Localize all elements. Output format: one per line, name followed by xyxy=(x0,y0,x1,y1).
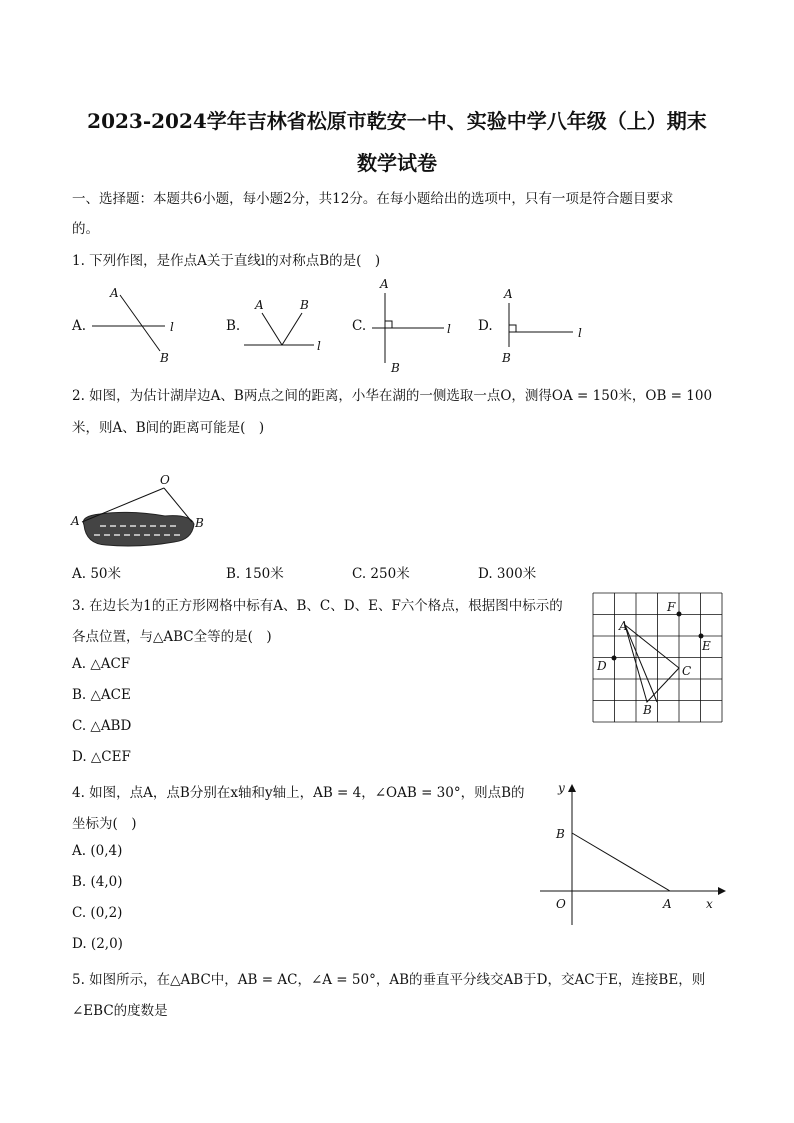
label-l: l xyxy=(317,339,321,353)
label-f: F xyxy=(667,600,676,614)
label-a: A xyxy=(71,514,80,528)
label-o: O xyxy=(160,473,170,487)
q4-option-a[interactable]: A. (0,4) xyxy=(72,843,123,859)
label-a: A xyxy=(380,277,389,291)
q2-option-b[interactable]: B. 150米 xyxy=(226,566,284,582)
segment-ab xyxy=(572,833,670,891)
lake-shape xyxy=(83,512,194,546)
q2-stem-line1: 2. 如图，为估计湖岸边A、B两点之间的距离，小华在湖的一侧选取一点O，测得OA = 150米，OB = 100 xyxy=(72,388,713,404)
q2-option-d[interactable]: D. 300米 xyxy=(478,566,537,582)
q3-option-a[interactable]: A. △ACF xyxy=(72,656,131,672)
label-b: B xyxy=(160,351,169,365)
label-l: l xyxy=(170,320,174,334)
q1-option-d[interactable]: D. xyxy=(478,318,493,334)
label-o: O xyxy=(556,897,566,911)
point-e xyxy=(699,634,704,639)
q2-stem-line2: 米，则A、B间的距离可能是( ) xyxy=(72,420,265,436)
q4-option-b[interactable]: B. (4,0) xyxy=(72,874,123,890)
q2-option-c[interactable]: C. 250米 xyxy=(352,566,410,582)
label-b: B xyxy=(195,516,204,530)
label-b: B xyxy=(502,351,511,365)
paper-title-line1: 2023-2024学年吉林省松原市乾安一中、实验中学八年级（上）期末 xyxy=(87,109,707,133)
label-a: A xyxy=(663,897,672,911)
x-axis-arrow xyxy=(718,887,726,895)
label-a: A xyxy=(255,298,264,312)
section-heading-cont: 的。 xyxy=(72,221,99,237)
q2-lake-figure xyxy=(70,470,210,555)
label-b: B xyxy=(391,361,400,375)
label-b: B xyxy=(300,298,309,312)
label-a: A xyxy=(110,286,119,300)
q3-grid-figure xyxy=(593,593,723,723)
q1-figure-c xyxy=(372,275,462,375)
segment-ab xyxy=(625,625,657,702)
q2-option-a[interactable]: A. 50米 xyxy=(72,566,122,582)
q5-stem-line2: ∠EBC的度数是 xyxy=(72,1003,168,1019)
q4-option-d[interactable]: D. (2,0) xyxy=(72,936,123,952)
q4-axes-figure xyxy=(538,780,728,930)
q3-stem-line1: 3. 在边长为1的正方形网格中标有A、B、C、D、E、F六个格点，根据图中标示的 xyxy=(72,598,563,614)
q4-option-c[interactable]: C. (0,2) xyxy=(72,905,123,921)
section-heading: 一、选择题：本题共6小题，每小题2分，共12分。在每小题给出的选项中，只有一项是符合题目要求 xyxy=(72,191,674,207)
paper-title-line2: 数学试卷 xyxy=(357,151,437,175)
q1-option-b[interactable]: B. xyxy=(226,318,241,334)
label-b: B xyxy=(643,703,652,717)
q1-figure-d xyxy=(498,285,593,370)
q1-figure-a xyxy=(90,283,190,363)
q1-stem: 1. 下列作图，是作点A关于直线l的对称点B的是( ) xyxy=(72,253,381,269)
q3-option-c[interactable]: C. △ABD xyxy=(72,718,132,734)
label-l: l xyxy=(578,326,582,340)
q1-figure-b xyxy=(244,295,334,355)
point-f xyxy=(677,612,682,617)
label-x: x xyxy=(706,897,713,911)
q1-option-c[interactable]: C. xyxy=(352,318,367,334)
point-d xyxy=(612,656,617,661)
label-l: l xyxy=(447,322,451,336)
label-a: A xyxy=(504,287,513,301)
label-y: y xyxy=(558,781,565,795)
label-d: D xyxy=(597,659,607,673)
label-e: E xyxy=(702,639,711,653)
q5-stem-line1: 5. 如图所示，在△ABC中，AB = AC，∠A = 50°，AB的垂直平分线交AB于D，交AC于E，连接BE，则 xyxy=(72,972,706,988)
q3-option-d[interactable]: D. △CEF xyxy=(72,749,131,765)
q4-stem-line1: 4. 如图，点A，点B分别在x轴和y轴上，AB = 4，∠OAB = 30°，则点B的 xyxy=(72,785,525,801)
q3-stem-line2: 各点位置，与△ABC全等的是( ) xyxy=(72,629,272,645)
label-a: A xyxy=(619,619,628,633)
y-axis-arrow xyxy=(568,784,576,792)
q3-option-b[interactable]: B. △ACE xyxy=(72,687,131,703)
label-b: B xyxy=(556,827,565,841)
q4-stem-line2: 坐标为( ) xyxy=(72,816,137,832)
label-c: C xyxy=(682,664,692,678)
q1-option-a[interactable]: A. xyxy=(72,318,87,334)
